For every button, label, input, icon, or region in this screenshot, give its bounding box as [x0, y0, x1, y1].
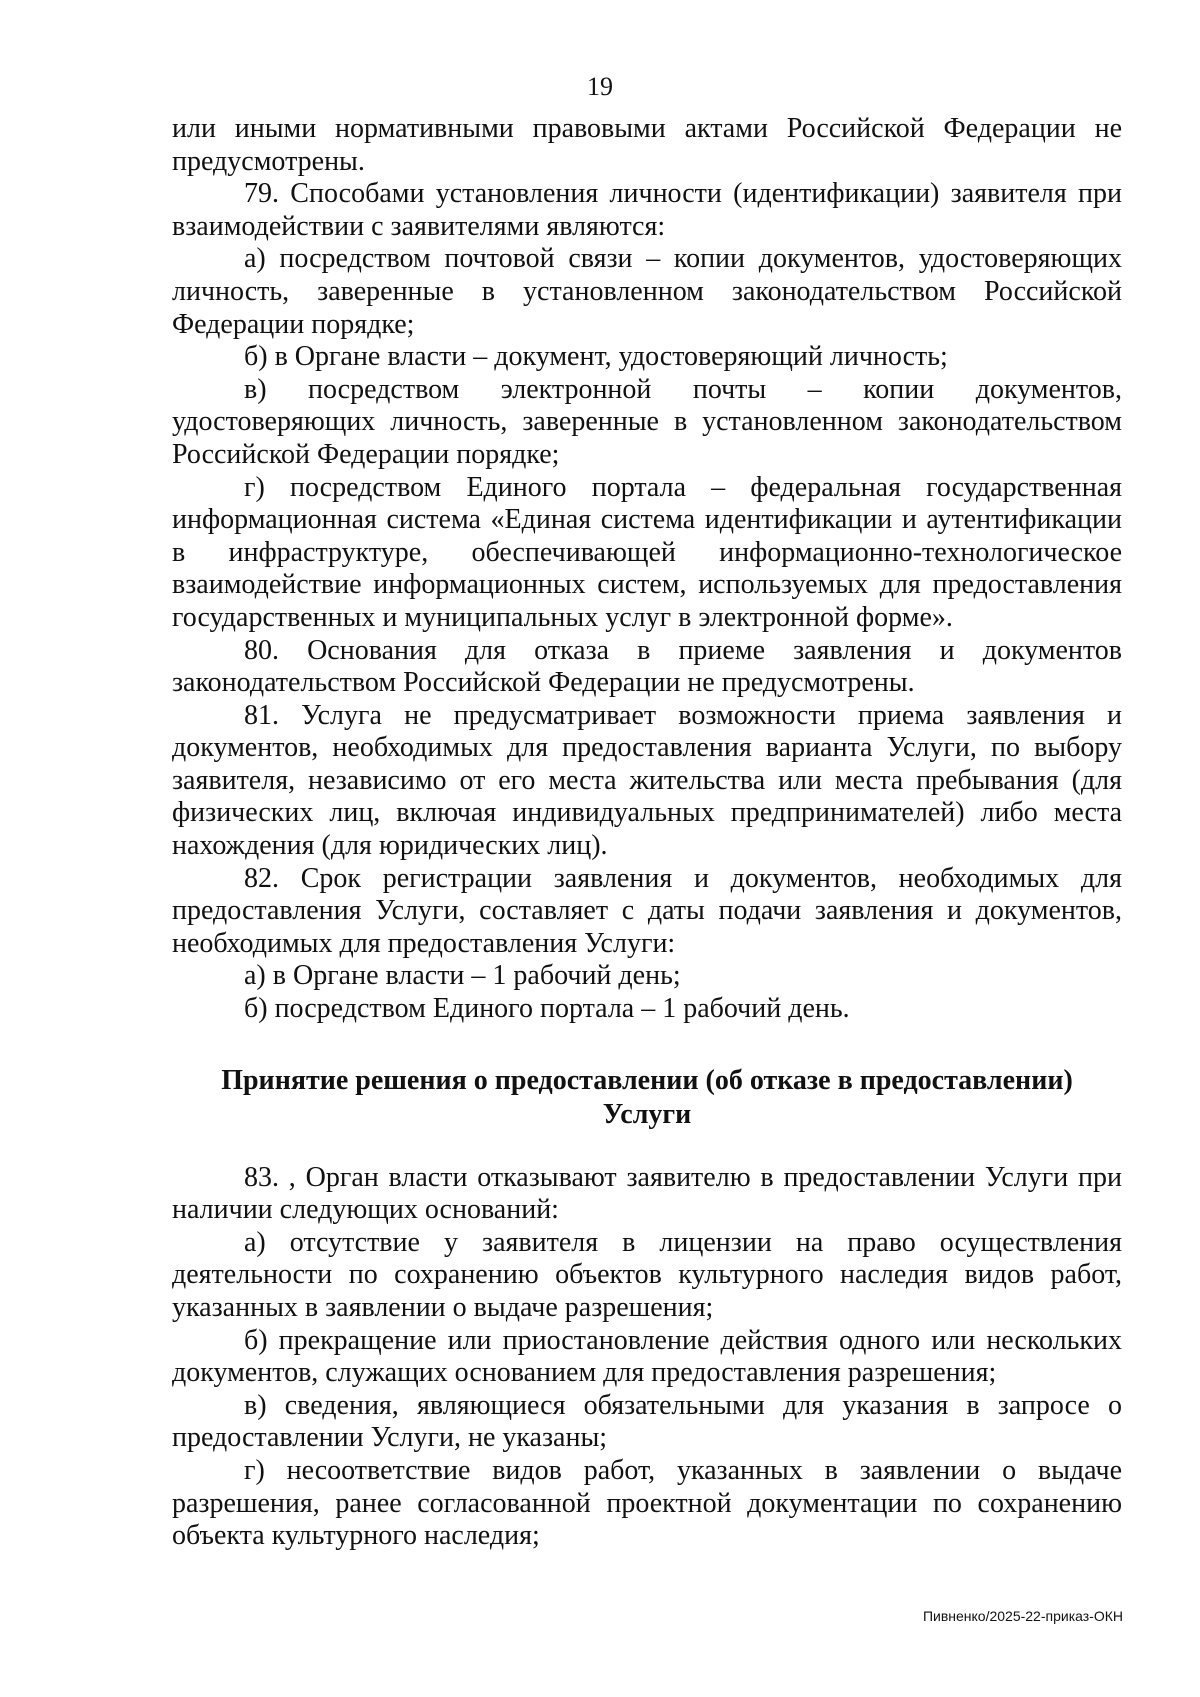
paragraph: а) отсутствие у заявителя в лицензии на право осуществления деятельности по сохранению объектов культурного наследия видов работ, указанных в заявлении о выдаче разрешения; [172, 1226, 1122, 1323]
page-number: 19 [587, 72, 613, 101]
paragraph: в) сведения, являющиеся обязательными для указания в запросе о предоставлении Услуги, не указаны; [172, 1389, 1122, 1454]
paragraph: г) посредством Единого портала – федеральная государственная информационная система «Единая система идентификации и аутентификации в инфраструктуре, обеспечивающей информационно-технологическое взаимодействие информационных систем, используемых для предоставления государственных и муниципальных услуг в электронной форме». [172, 471, 1122, 633]
document-body [172, 113, 1122, 1553]
paragraph: в) посредством электронной почты – копии документов, удостоверяющих личность, заверенные в установленном законодательством Российской Федерации порядке; [172, 373, 1122, 470]
paragraph: а) посредством почтовой связи – копии документов, удостоверяющих личность, заверенные в установленном законодательством Российской Федерации порядке; [172, 243, 1122, 340]
section-heading-line-2: Услуги [602, 1098, 692, 1130]
paragraphs-top [172, 113, 1122, 1026]
paragraph: б) прекращение или приостановление действия одного или нескольких документов, служащих основанием для предоставления разрешения; [172, 1324, 1122, 1389]
paragraph: г) несоответствие видов работ, указанных в заявлении о выдаче разрешения, ранее согласованной проектной документации по сохранению объекта культурного наследия; [172, 1454, 1122, 1552]
paragraph: б) посредством Единого портала – 1 рабочий день. [244, 993, 850, 1025]
section-heading [172, 1064, 1122, 1132]
paragraph: 82. Срок регистрации заявления и документов, необходимых для предоставления Услуги, составляет с даты подачи заявления и документов, необходимых для предоставления Услуги: [172, 862, 1122, 959]
section-heading-line-1: Принятие решения о предоставлении (об отказе в предоставлении) [221, 1064, 1073, 1096]
paragraph: или иными нормативными правовыми актами Российской Федерации не предусмотрены. [172, 113, 1122, 177]
paragraph: 79. Способами установления личности (идентификации) заявителя при взаимодействии с заявителями являются: [172, 178, 1122, 242]
paragraphs-bottom [172, 1162, 1122, 1553]
document-footer-code: Пивненко/2025-22-приказ-ОКН [922, 1608, 1123, 1624]
paragraph: а) в Органе власти – 1 рабочий день; [244, 960, 681, 992]
paragraph: 83. , Орган власти отказывают заявителю в предоставлении Услуги при наличии следующих оснований: [172, 1161, 1122, 1226]
paragraph: б) в Органе власти – документ, удостоверяющий личность; [244, 341, 948, 373]
paragraph: 81. Услуга не предусматривает возможности приема заявления и документов, необходимых для предоставления варианта Услуги, по выбору заявителя, независимо от его места жительства или места пребывания (для физических лиц, включая индивидуальных предпринимателей) либо места нахождения (для юридических лиц). [172, 699, 1122, 862]
paragraph: 80. Основания для отказа в приеме заявления и документов законодательством Российской Федерации не предусмотрены. [172, 634, 1122, 699]
